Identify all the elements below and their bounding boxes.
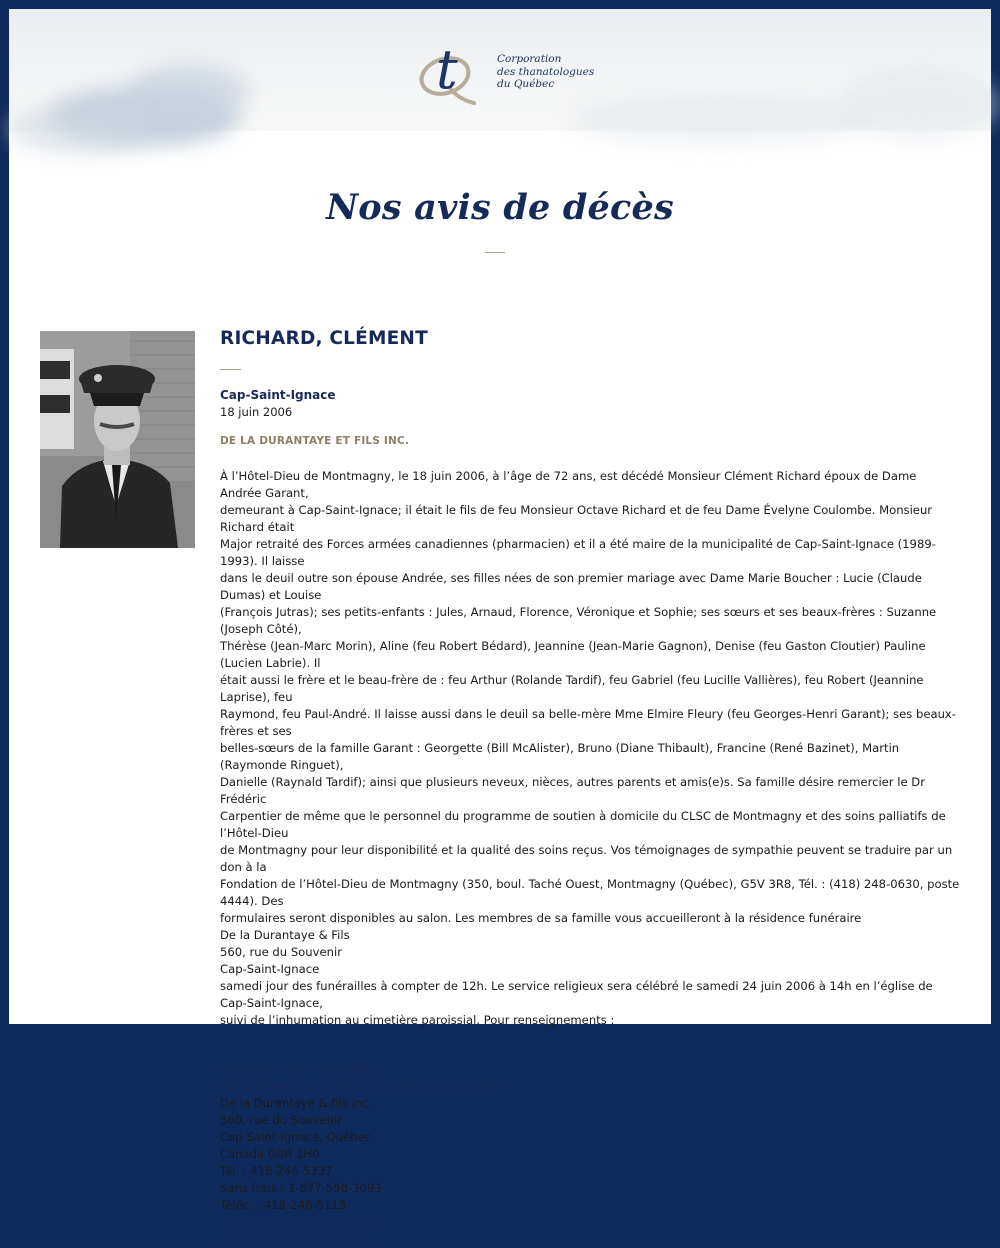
cloud-decoration <box>129 64 249 119</box>
direction-city: Cap-Saint-Ignace, Québec <box>220 1130 372 1144</box>
title-divider <box>485 252 505 253</box>
logo-text <box>497 53 594 91</box>
obituary-text <box>220 468 960 1029</box>
logo-text-line: Corporation <box>497 53 562 65</box>
obituary-line: demeurant à Cap-Saint-Ignace; il était le fils de feu Monsieur Octave Richard et de feu Dame Évelyne Coulombe. Monsieur Richard était <box>220 503 933 534</box>
obituary-line: Carpentier de même que le personnel du programme de soutien à domicile du CLSC de Montmagny et des soins palliatifs de l’Hôtel-Dieu <box>220 809 946 840</box>
portrait-image <box>40 331 195 548</box>
name-divider <box>220 369 241 370</box>
direction-toll-free: Sans frais : 1-877-598-3093 <box>220 1181 382 1195</box>
obituary-line: Fondation de l’Hôtel-Dieu de Montmagny (350, boul. Taché Ouest, Montmagny (Québec), G5V 3R8, Tél. : (418) 248-0630, poste 4444). Des <box>220 877 960 908</box>
direction-postal: Canada G0R 1H0 <box>220 1147 320 1161</box>
cloud-decoration <box>839 69 999 139</box>
death-date: 18 juin 2006 <box>220 405 293 419</box>
obituary-line: 560, rue du Souvenir <box>220 945 342 959</box>
obituary-line: Thérèse (Jean-Marc Morin), Aline (feu Robert Bédard), Jeannine (Jean-Marie Gagnon), Denise (feu Gaston Cloutier) Pauline (Lucien Labrie). Il <box>220 639 926 670</box>
website-link[interactable]: www.deladurantaye.qc.ca <box>220 1232 371 1246</box>
direction-address: 560, rue du Souvenir <box>220 1113 342 1127</box>
cloud-decoration <box>9 104 149 154</box>
ctq-logo[interactable] <box>414 33 594 113</box>
obituary-line: était aussi le frère et le beau-frère de : feu Arthur (Rolande Tardif), feu Gabriel (feu Lucille Vallières), feu Robert (Jeannine Laprise), feu <box>220 673 924 704</box>
ctq-logo-mark-icon <box>414 33 484 109</box>
obituary-line: Major retraité des Forces armées canadiennes (pharmacien) et il a été maire de la municipalité de Cap-Saint-Ignace (1989-1993). Il laisse <box>220 537 936 568</box>
obituary-line: dans le deuil outre son épouse Andrée, ses filles nées de son premier mariage avec Dame Marie Boucher : Lucie (Claude Dumas) et Louise <box>220 571 922 602</box>
logo-text-line: du Québec <box>497 78 555 90</box>
email-link[interactable]: info@deladurantaye.qc.ca <box>220 1215 373 1229</box>
deceased-city: Cap-Saint-Ignace <box>220 388 336 402</box>
logo-text-line: des thanatologues <box>497 65 595 78</box>
obituary-line: belles-sœurs de la famille Garant : Georgette (Bill McAlister), Bruno (Diane Thibault), Francine (René Bazinet), Martin (Raymonde Ringuet), <box>220 741 900 772</box>
obituary-line: De la Durantaye & Fils <box>220 928 350 942</box>
obituary-line: Raymond, feu Paul-André. Il laisse aussi dans le deuil sa belle-mère Mme Elmire Fleury (feu Georges-Henri Garant); ses beaux-frères et ses <box>220 707 956 738</box>
direction-company: De la Durantaye & fils inc. <box>220 1096 373 1110</box>
direction-subheading: Entreprises funéraires membres de la CTQ <box>220 1079 498 1093</box>
header-banner <box>9 9 991 131</box>
obituary-line: À l’Hôtel-Dieu de Montmagny, le 18 juin 2006, à l’âge de 72 ans, est décédé Monsieur Clément Richard époux de Dame Andrée Garant, <box>220 469 917 500</box>
obituary-line: (François Jutras); ses petits-enfants : Jules, Arnaud, Florence, Véronique et Sophie; ses sœurs et ses beaux-frères : Suzanne (Joseph Côté), <box>220 605 937 636</box>
obituary-line: de Montmagny pour leur disponibilité et la qualité des soins reçus. Vos témoignages de sympathie peuvent se traduire par un don à la <box>220 843 953 874</box>
obituary-line: samedi jour des funérailles à compter de 12h. Le service religieux sera célébré le samedi 24 juin 2006 à 14h en l’église de Cap-Saint-Ignace, <box>220 979 933 1010</box>
page-title: Nos avis de décès <box>326 187 674 228</box>
obituary-line: Cap-Saint-Ignace <box>220 962 320 976</box>
direction-heading: Direction des funérailles <box>220 1062 381 1076</box>
obituary-line: Danielle (Raynald Tardif); ainsi que plusieurs neveux, nièces, autres parents et amis(e)s. Sa famille désire remercier le Dr Frédéric <box>220 775 925 806</box>
funeral-home-name: DE LA DURANTAYE ET FILS INC. <box>220 435 410 447</box>
direction-fax: Téléc. : 418-246-5115 <box>220 1198 347 1212</box>
cloud-decoration <box>569 94 869 144</box>
obituary-line: formulaires seront disponibles au salon. Les membres de sa famille vous accueilleront à la résidence funéraire <box>220 911 862 925</box>
deceased-name: RICHARD, CLÉMENT <box>220 328 428 349</box>
obituary-line: suivi de l’inhumation au cimetière paroissial. Pour renseignements : <box>220 1013 615 1027</box>
page-frame <box>9 9 991 1246</box>
logo-letter: t <box>436 38 458 101</box>
direction-phone: Tél. : 418-246-5337 <box>220 1164 333 1178</box>
deceased-photo <box>40 331 195 548</box>
obituary-content <box>220 327 960 1248</box>
funeral-direction-block <box>220 1061 960 1248</box>
